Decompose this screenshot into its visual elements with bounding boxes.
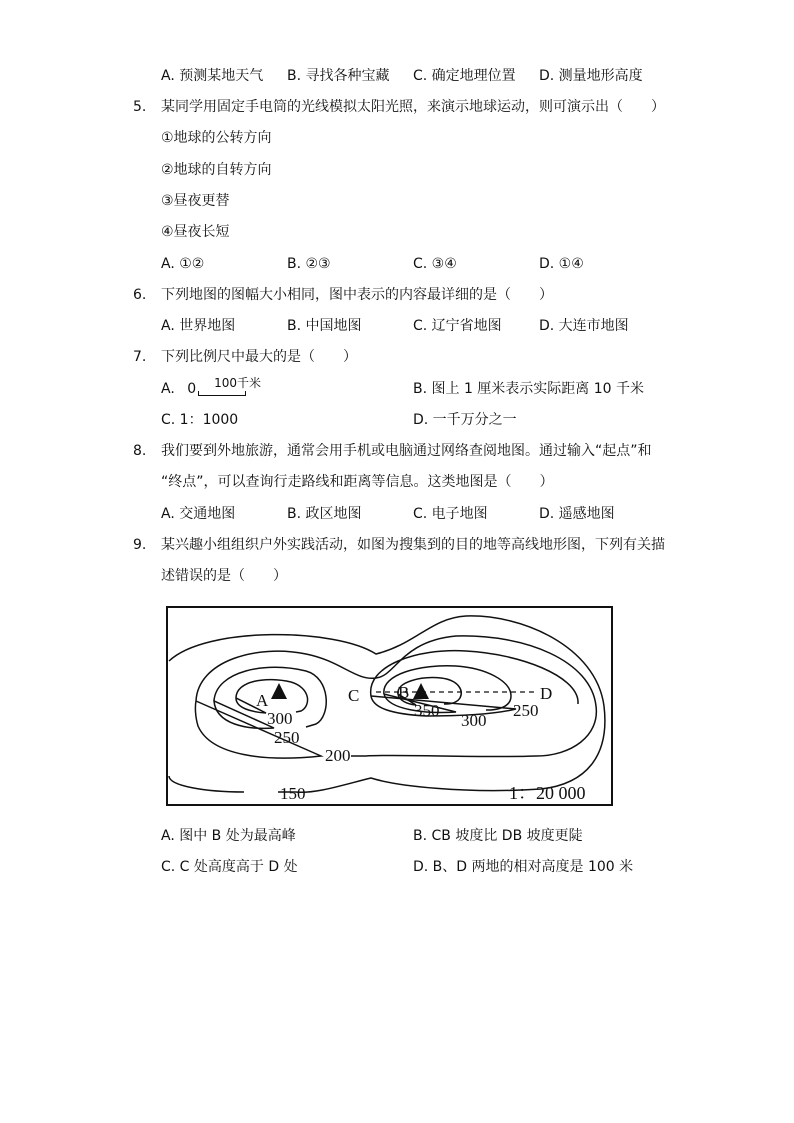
q5-item-3: ③昼夜更替 — [161, 193, 230, 209]
q8-option-d: D. 遥感地图 — [539, 506, 615, 522]
q9-option-a: A. 图中 B 处为最高峰 — [161, 828, 296, 844]
contour-label-200: 200 — [325, 746, 351, 765]
contour-label-350: 350 — [414, 701, 440, 720]
scalebar-zero: 0 — [187, 381, 197, 397]
q5-option-c: C. ③④ — [413, 256, 457, 272]
q6-stem: 下列地图的图幅大小相同，图中表示的内容最详细的是（ ） — [161, 287, 553, 303]
q9-stem-line1: 某兴趣小组组织户外实践活动，如图为搜集到的目的地等高线地形图，下列有关描 — [161, 537, 665, 553]
q5-item-1: ①地球的公转方向 — [161, 130, 272, 146]
q7-option-a-prefix: A. — [161, 381, 175, 397]
q5-option-b: B. ②③ — [287, 256, 331, 272]
q7-option-a — [161, 376, 262, 399]
contour-label-150: 150 — [280, 784, 306, 803]
q7-number: 7. — [133, 349, 147, 365]
q9-option-d: D. B、D 两地的相对高度是 100 米 — [413, 859, 634, 875]
q8-stem-line2: “终点”，可以查询行走路线和距离等信息。这类地图是（ ） — [161, 474, 554, 490]
q7-option-c: C. 1：1000 — [161, 412, 239, 428]
map-scale: 1：20 000 — [509, 783, 586, 803]
point-b-label: B — [398, 683, 410, 702]
q4-option-b: B. 寻找各种宝藏 — [287, 68, 390, 84]
q7-option-b: B. 图上 1 厘米表示实际距离 10 千米 — [413, 381, 645, 397]
q9-number: 9. — [133, 537, 147, 553]
q7-stem: 下列比例尺中最大的是（ ） — [161, 349, 357, 365]
point-a-label: A — [256, 691, 269, 710]
q9-option-b: B. CB 坡度比 DB 坡度更陡 — [413, 828, 583, 844]
q6-option-a: A. 世界地图 — [161, 318, 236, 334]
scalebar-label: 100千米 — [214, 376, 262, 390]
contour-map — [166, 606, 613, 806]
q8-option-b: B. 政区地图 — [287, 506, 362, 522]
q6-number: 6. — [133, 287, 147, 303]
contour-label-250-right: 250 — [513, 701, 539, 720]
contour-label-300-right: 300 — [461, 711, 487, 730]
q5-stem: 某同学用固定手电筒的光线模拟太阳光照，来演示地球运动，则可演示出（ ） — [161, 99, 665, 115]
scalebar — [196, 376, 262, 399]
point-d-label: D — [540, 684, 553, 703]
contour-label-300-left: 300 — [267, 709, 293, 728]
q6-option-b: B. 中国地图 — [287, 318, 362, 334]
contour-label-250-left: 250 — [274, 728, 300, 747]
q4-option-a: A. 预测某地天气 — [161, 68, 264, 84]
q5-item-4: ④昼夜长短 — [161, 224, 230, 240]
q4-option-c: C. 确定地理位置 — [413, 68, 516, 84]
q6-option-d: D. 大连市地图 — [539, 318, 629, 334]
q5-number: 5. — [133, 99, 147, 115]
q9-stem-line2: 述错误的是（ ） — [161, 568, 287, 584]
q7-option-d: D. 一千万分之一 — [413, 412, 517, 428]
q6-option-c: C. 辽宁省地图 — [413, 318, 502, 334]
point-c-label: C — [348, 686, 360, 705]
q8-option-c: C. 电子地图 — [413, 506, 488, 522]
q9-option-c: C. C 处高度高于 D 处 — [161, 859, 298, 875]
q5-item-2: ②地球的自转方向 — [161, 162, 272, 178]
q8-option-a: A. 交通地图 — [161, 506, 236, 522]
q4-option-d: D. 测量地形高度 — [539, 68, 643, 84]
q5-option-d: D. ①④ — [539, 256, 584, 272]
q8-stem-line1: 我们要到外地旅游，通常会用手机或电脑通过网络查阅地图。通过输入“起点”和 — [161, 443, 652, 459]
q5-option-a: A. ①② — [161, 256, 205, 272]
q8-number: 8. — [133, 443, 147, 459]
